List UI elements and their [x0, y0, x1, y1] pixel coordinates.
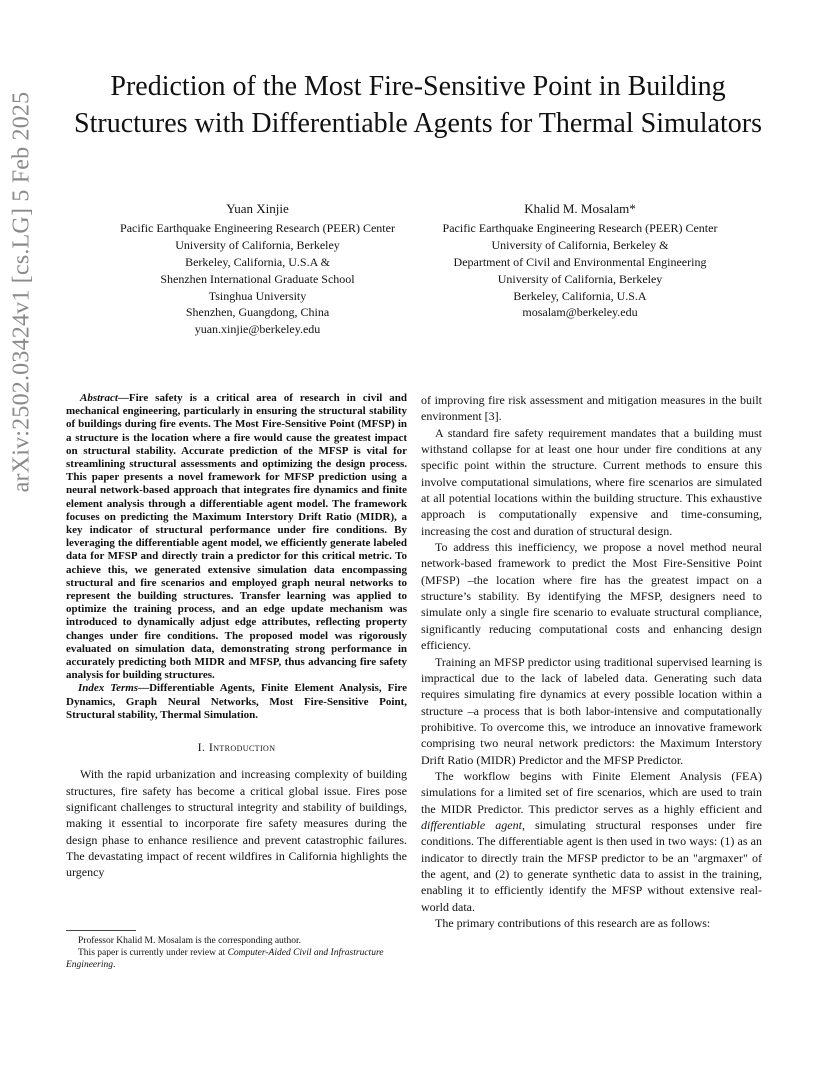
section-heading-introduction — [66, 739, 407, 755]
paragraph: To address this inefficiency, we propose a novel method neural network-based framework to predict the Most Fire-Sensitive Point (MFSP) –the location where fire has the greatest impact on a structure’s stability. By identifying the MFSP, designers need to simulate only a single fire scenario to evaluate structural compliance, significantly reducing computational costs and enhancing design efficiency. — [421, 540, 762, 653]
author-email: mosalam@berkeley.edu — [522, 305, 638, 320]
abstract — [66, 392, 407, 682]
arxiv-identifier-text: arXiv:2502.03424v1 [cs.LG] 5 Feb 2025 — [8, 91, 35, 493]
abstract-label: Abstract — [80, 392, 118, 404]
index-terms — [66, 682, 407, 722]
text-span: The workflow begins with Finite Element Analysis (FEA) simulations for a limited set of fire scenarios, which are used to train the MIDR Predictor. This predictor serves as a highly efficient and — [421, 768, 762, 816]
paragraph-continuation: of improving fire risk assessment and mitigation measures in the built environment [3]. — [421, 393, 762, 424]
affiliation-line: Berkeley, California, U.S.A — [513, 288, 647, 303]
author-name: Khalid M. Mosalam* — [524, 201, 636, 216]
paragraph: Training an MFSP predictor using traditional supervised learning is impractical due to the lack of labeled data. Generating such data requires simulating fire dynamics at every possible location within a structure –a process that is both labor-intensive and computationally prohibitive. To overcome this, we introduce an innovative framework comprising two neural network predictors: the Maximum Interstory Drift Ratio (MIDR) Predictor and the MFSP Predictor. — [421, 654, 762, 767]
affiliation-line: Pacific Earthquake Engineering Research (PEER) Center — [120, 220, 395, 235]
affiliation-line: Department of Civil and Environmental Engineering — [453, 254, 707, 269]
footnotes — [66, 935, 407, 972]
emphasis-text: differentiable agent — [421, 817, 522, 832]
abstract-text: —Fire safety is a critical area of research in civil and mechanical engineering, particularly in ensuring the structural stability of buildings during fire events. The Most Fire-Sensitive Point (MFSP) in a structure is the location where a fire would cause the greatest impact on structural stability. Accurate prediction of the MFSP is vital for streamlining structural assessments and optimizing the design process. This paper presents a novel framework for MFSP prediction using a neural network-based approach that integrates fire dynamics and finite element analysis through a differentiable agent model. The framework focuses on predicting the Maximum Interstory Drift Ratio (MIDR), a key indicator of structural performance under fire conditions. By leveraging the differentiable agent model, we efficiently generate labeled data for MFSP and directly train a predictor for this critical metric. To achieve this, we generated extensive simulation data encompassing structural and fire scenarios and employed graph neural networks to represent the building structures. Transfer learning was applied to optimize the training process, and an edge update mechanism was introduced to dynamically adjust edge attributes, reflecting property changes under fire conditions. The proposed model was rigorously evaluated on simulation data, demonstrating strong performance in accurately predicting both MIDR and MFSP, thus advancing fire safety analysis for building structures. — [66, 392, 407, 682]
author-block-1 — [80, 201, 435, 338]
paragraph-workflow — [421, 768, 762, 915]
author-block-2 — [410, 201, 750, 321]
text-span: . — [112, 960, 116, 971]
text-span: This paper is currently under review at — [78, 948, 228, 959]
affiliation-line: Shenzhen International Graduate School — [160, 271, 355, 286]
paper-title: Prediction of the Most Fire-Sensitive Point in Building Structures with Differentiable Agents for Thermal Simulators — [74, 71, 762, 139]
right-column — [421, 392, 762, 931]
index-terms-text: —Differentiable Agents, Finite Element Analysis, Fire Dynamics, Graph Neural Networks, Most Fire-Sensitive Point, Structural stability, Thermal Simulation. — [66, 682, 407, 721]
left-column — [66, 392, 407, 881]
paragraph: The primary contributions of this research are as follows: — [435, 916, 711, 930]
footnote — [66, 947, 407, 971]
journal-name: Computer-Aided Civil and Infrastructure Engineering — [66, 948, 384, 971]
author-email: yuan.xinjie@berkeley.edu — [194, 322, 321, 337]
footnote-divider — [66, 930, 136, 931]
affiliation-line: Pacific Earthquake Engineering Research (PEER) Center — [442, 220, 718, 235]
footnote: Professor Khalid M. Mosalam is the corresponding author. — [78, 936, 301, 946]
affiliation-line: Shenzhen, Guangdong, China — [185, 305, 330, 320]
affiliation-line: Berkeley, California, U.S.A & — [185, 254, 330, 269]
author-name: Yuan Xinjie — [226, 201, 289, 216]
intro-paragraph: With the rapid urbanization and increasing complexity of building structures, fire safety has become a critical global issue. Fires pose significant challenges to structural integrity and stability of buildings, making it essential to incorporate fire safety measures during the design phase to enhance resilience and prevent catastrophic failures. The devastating impact of recent wildfires in California highlights the urgency — [66, 767, 407, 880]
affiliation-line: Tsinghua University — [208, 288, 307, 303]
affiliation-line: University of California, Berkeley — [497, 271, 663, 286]
section-title: Introduction — [208, 740, 276, 755]
paragraph: A standard fire safety requirement mandates that a building must withstand collapse for at least one hour under fire conditions at any specific point within the structure. Current methods to ensure this involve computational simulations, where fire scenarios are simulated at all potential locations within the building structure. This exhaustive approach is computationally expensive and time-consuming, increasing the cost and duration of structural design. — [421, 425, 762, 538]
index-terms-label: Index Terms — [78, 682, 139, 695]
affiliation-line: University of California, Berkeley — [175, 237, 340, 252]
text-span: , simulating structural responses under fire conditions. The differentiable agent is then used in two ways: (1) as an indicator to directly train the MFSP predictor to be an "argmaxer" of the agent, and (2) to generate synthetic data to assist in the training, enabling it to efficiently identify the MFSP without extensive real-world data. — [421, 817, 762, 914]
affiliation-line: University of California, Berkeley & — [491, 237, 669, 252]
section-number: I. — [197, 740, 206, 755]
